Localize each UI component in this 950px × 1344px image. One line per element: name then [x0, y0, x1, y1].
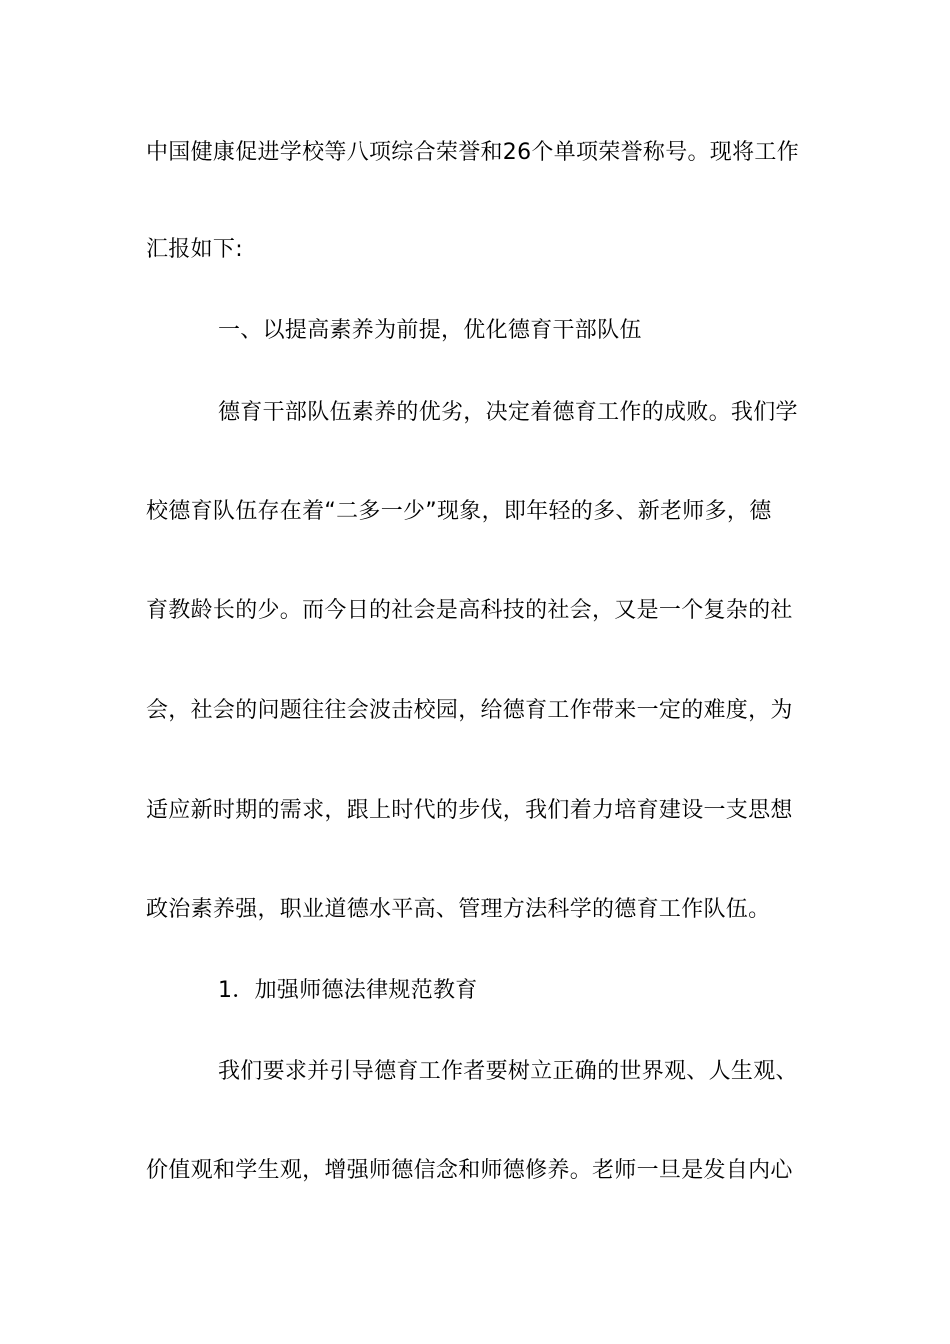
paragraph-line: 会，社会的问题往往会波击校园，给德育工作带来一定的难度，为: [146, 698, 793, 723]
section-heading: 一、以提高素养为前提，优化德育干部队伍: [218, 318, 642, 343]
paragraph-line: 我们要求并引导德育工作者要树立正确的世界观、人生观、: [218, 1059, 798, 1084]
subsection-heading: 1．加强师德法律规范教育: [218, 978, 478, 1003]
paragraph-line: 德育干部队伍素养的优劣，决定着德育工作的成败。我们学: [218, 400, 798, 425]
paragraph-line: 校德育队伍存在着“二多一少”现象，即年轻的多、新老师多，德: [146, 499, 772, 524]
paragraph-line: 中国健康促进学校等八项综合荣誉和26个单项荣誉称号。现将工作: [146, 140, 799, 165]
paragraph-line: 育教龄长的少。而今日的社会是高科技的社会，又是一个复杂的社: [146, 598, 793, 623]
paragraph-line: 汇报如下:: [146, 237, 243, 262]
paragraph-line: 价值观和学生观，增强师德信念和师德修养。老师一旦是发自内心: [146, 1158, 793, 1183]
paragraph-line: 政治素养强，职业道德水平高、管理方法科学的德育工作队伍。: [146, 897, 771, 922]
paragraph-line: 适应新时期的需求，跟上时代的步伐，我们着力培育建设一支思想: [146, 798, 793, 823]
